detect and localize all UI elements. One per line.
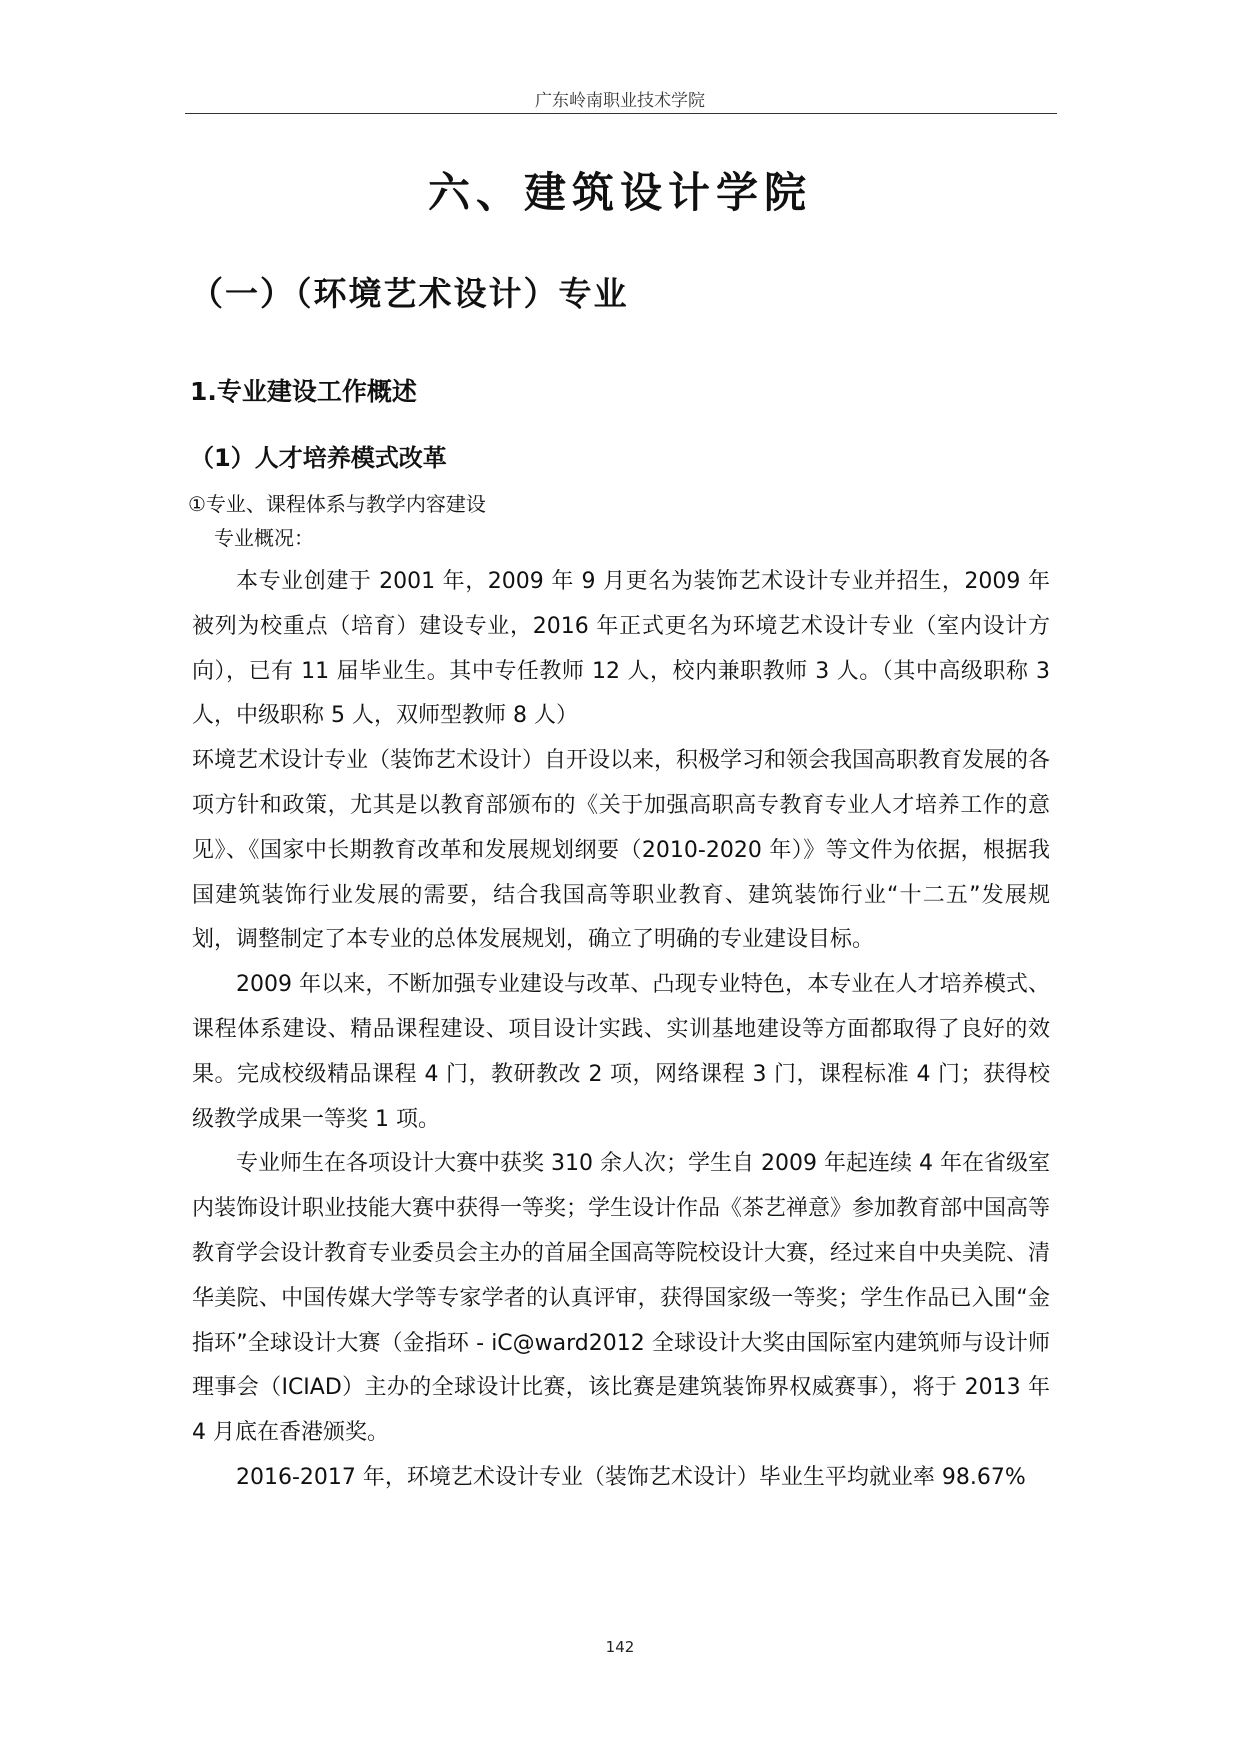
overview-label: 专业概况： bbox=[214, 526, 314, 550]
paragraph: 专业师生在各项设计大赛中获奖 310 余人次；学生自 2009 年起连续 4 年在省级室内装饰设计职业技能大赛中获得一等奖；学生设计作品《茶艺禅意》参加教育部中国高等教育学会设计教育专业委员会主办的首届全国高等院校设计大赛，经过来自中央美院、清华美院、中国传媒大学等专家学者的认真评审，获得国家级一等奖；学生作品已入围“金指环”全球设计大赛（金指环 - iC@ward2012 全球设计大奖由国际室内建筑师与设计师理事会（ICIAD）主办的全球设计比赛，该比赛是建筑装饰界权威赛事），将于 2013 年 4 月底在香港颁奖。 bbox=[192, 1151, 1051, 1446]
section-title: （一）（环境艺术设计）专业 bbox=[190, 274, 629, 313]
body-text bbox=[192, 560, 1050, 1501]
chapter-title: 六、建筑设计学院 bbox=[427, 168, 812, 217]
page-number: 142 bbox=[605, 1638, 635, 1656]
subsection-title: 1.专业建设工作概述 bbox=[190, 377, 417, 406]
subsubsection-title: （1）人才培养模式改革 bbox=[190, 444, 447, 472]
header-rule bbox=[185, 113, 1057, 114]
paragraph: 2009 年以来，不断加强专业建设与改革、凸现专业特色，本专业在人才培养模式、课程体系建设、精品课程建设、项目设计实践、实训基地建设等方面都取得了良好的效果。完成校级精品课程 4 门，教研教改 2 项，网络课程 3 门，课程标准 4 门；获得校级教学成果一等奖 1 项。 bbox=[192, 972, 1050, 1132]
item-heading: ①专业、课程体系与教学内容建设 bbox=[188, 492, 486, 516]
running-header: 广东岭南职业技术学院 bbox=[535, 91, 705, 111]
paragraph: 2016-2017 年，环境艺术设计专业（装饰艺术设计）毕业生平均就业率 98.67% bbox=[236, 1464, 1026, 1490]
paragraph: 本专业创建于 2001 年，2009 年 9 月更名为装饰艺术设计专业并招生，2009 年被列为校重点（培育）建设专业，2016 年正式更名为环境艺术设计专业（室内设计方向），已有 11 届毕业生。其中专任教师 12 人，校内兼职教师 3 人。（其中高级职称 3 人，中级职称 5 人，双师型教师 8 人） bbox=[192, 569, 1050, 729]
paragraph: 环境艺术设计专业（装饰艺术设计）自开设以来，积极学习和领会我国高职教育发展的各项方针和政策，尤其是以教育部颁布的《关于加强高职高专教育专业人才培养工作的意见》、《国家中长期教育改革和发展规划纲要（2010-2020 年）》等文件为依据，根据我国建筑装饰行业发展的需要，结合我国高等职业教育、建筑装饰行业“十二五”发展规划，调整制定了本专业的总体发展规划，确立了明确的专业建设目标。 bbox=[192, 748, 1051, 953]
